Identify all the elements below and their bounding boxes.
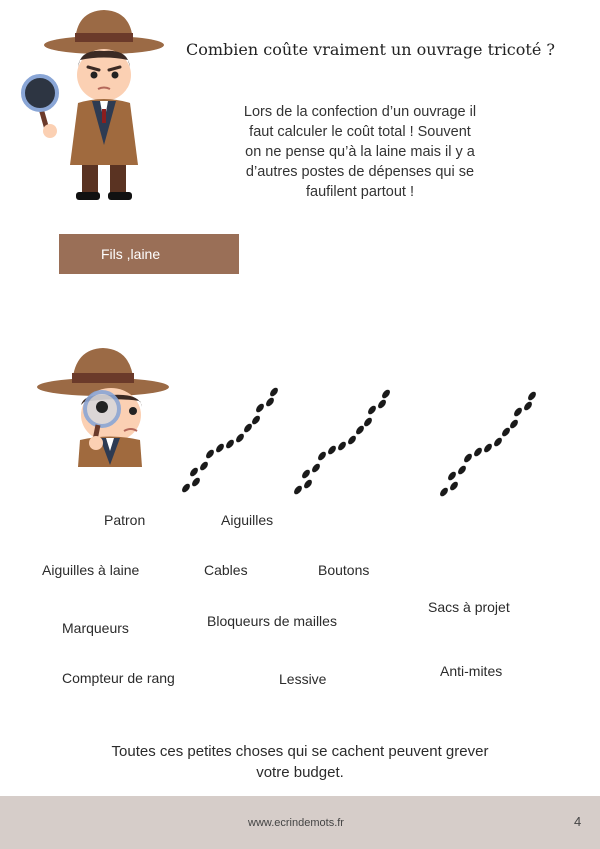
footprints-icon [290, 390, 400, 500]
intro-line: faut calculer le coût total ! Souvent [249, 124, 471, 140]
intro-line: on ne pense qu’à la laine mais il y a [245, 144, 475, 160]
item-label: Aiguilles à laine [42, 562, 140, 578]
item-label: Sacs à projet [428, 599, 510, 615]
item-label: Aiguilles [221, 512, 274, 528]
item-label: Anti-mites [440, 663, 503, 679]
page-number: 4 [574, 814, 582, 829]
detective-icon [20, 5, 170, 205]
category-button-fils-laine[interactable] [59, 234, 239, 274]
intro-paragraph [225, 102, 495, 202]
website-link[interactable]: www.ecrindemots.fr [248, 817, 344, 829]
intro-line: faufilent partout ! [305, 184, 414, 200]
detective-icon [36, 345, 176, 470]
item-label: Marqueurs [62, 620, 129, 636]
item-label: Bloqueurs de mailles [207, 613, 337, 629]
conclusion-line: votre budget. [256, 764, 344, 781]
category-button-label: Fils ,laine [101, 246, 161, 262]
item-label: Lessive [279, 671, 327, 687]
item-label: Boutons [318, 562, 370, 578]
footprints-icon [178, 388, 288, 498]
item-label: Compteur de rang [62, 670, 175, 686]
item-label: Cables [204, 562, 248, 578]
footprints-icon [436, 392, 546, 502]
conclusion-paragraph [95, 741, 505, 783]
item-label: Patron [104, 512, 146, 528]
conclusion-line: Toutes ces petites choses qui se cachent peuvent grever [111, 743, 489, 760]
page-title: Combien coûte vraiment un ouvrage tricoté ? [186, 40, 555, 59]
intro-line: d’autres postes de dépenses qui se [245, 164, 475, 180]
intro-line: Lors de la confection d’un ouvrage il [243, 104, 477, 120]
